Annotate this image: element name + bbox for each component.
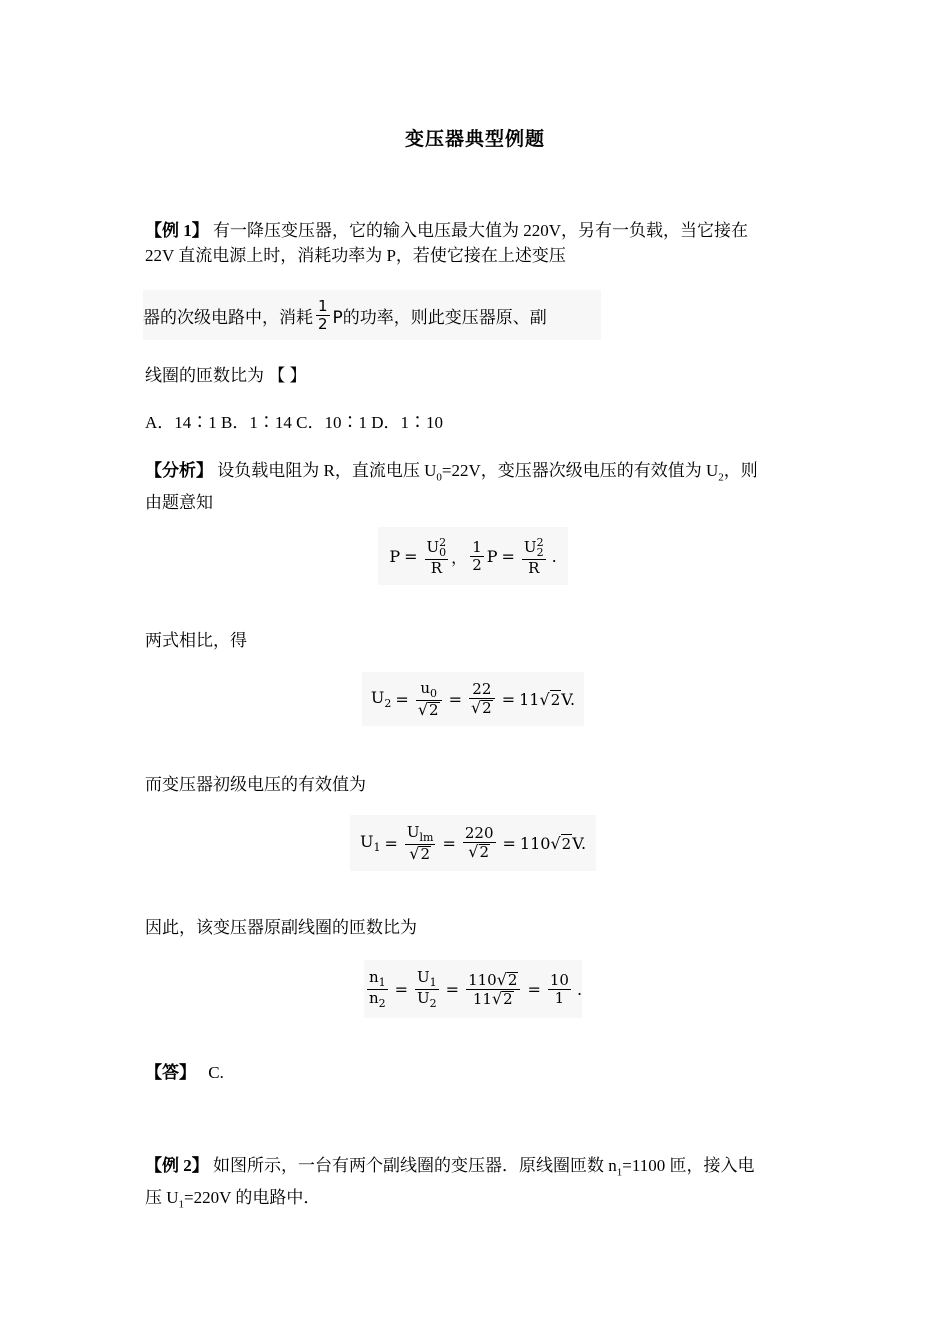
image-line-before: 器的次级电路中，消耗 <box>143 307 313 328</box>
f1-lhs: P <box>389 546 401 566</box>
analysis-text-c: ，则 <box>723 461 758 480</box>
example-2-text-b: =1100 匝，接入电 <box>622 1156 755 1175</box>
therefore-text: 因此，该变压器原副线圈的匝数比为 <box>145 918 417 937</box>
half-numerator: 1 <box>318 296 328 315</box>
example-2-sub-a: 1 <box>616 1166 623 1179</box>
example-2-sub-c: 1 <box>178 1198 185 1211</box>
example-2-intro <box>145 1153 815 1218</box>
f2-fraction-2: 22 √ 2 <box>469 682 495 716</box>
f4-fraction-n: $\frac{n_1}{n_2}$ <box>368 967 386 1010</box>
analysis-sub-a: 0 <box>436 471 442 484</box>
analysis-intro <box>145 458 815 515</box>
f1-fraction-1: $\frac{U^2_0}{R}$ <box>426 535 447 577</box>
analysis-text-a: 设负载电阻为 R，直流电压 U <box>217 461 437 480</box>
answer-text: C. <box>208 1063 224 1082</box>
example-1-text-line2: 22V 直流电源上时，消耗功率为 P，若使它接在上述变压 <box>145 246 566 265</box>
analysis-text-b: =22V，变压器次级电压的有效值为 U <box>441 461 719 480</box>
f3-result: 110 √ 2 V. <box>519 833 587 853</box>
f2-result: 11 √ 2 V. <box>519 689 576 709</box>
example-1-options: A．14∶1 B．1∶14 C．10∶1 D．1∶10 <box>145 413 443 432</box>
formula-u2: $U_2$ = $u_0$ √ 2 = 22 √ 2 = 11 √ 2 V. <box>362 672 584 726</box>
formula-ratio: $\frac{n_1}{n_2}$ = $\frac{U_1}{U_2}$ = 110 √ 2 11 √ 2 = $\frac{10}{1}$ . <box>364 960 582 1018</box>
answer-label: 【答】 <box>145 1063 196 1082</box>
f3-fraction-2: 220 √ 2 <box>464 824 494 861</box>
example-1-question: 线圈的匝数比为 【 】 <box>145 366 307 385</box>
half-fraction <box>316 296 330 333</box>
f1-comma: ， <box>451 547 468 567</box>
example-1-intro <box>145 218 815 268</box>
example-2-line2-b: =220V 的电路中． <box>184 1188 321 1208</box>
half-denominator: 2 <box>318 314 328 333</box>
f1-fraction-2: $\frac{U^2_2}{R}$ <box>523 535 544 577</box>
example-1-label: 【例 1】 <box>145 221 209 240</box>
answer-line <box>145 1060 815 1085</box>
f4-fraction-result: $\frac{10}{1}$ <box>549 970 569 1007</box>
formula-power <box>378 527 568 585</box>
f2-fraction-1: $u_0$ √ 2 <box>416 681 442 718</box>
example-2-label: 【例 2】 <box>145 1156 209 1175</box>
example-2-text-a: 如图所示，一台有两个副线圈的变压器．原线圈匝数 n <box>213 1156 617 1175</box>
f1-p2: P <box>486 546 498 566</box>
f4-fraction-u: $\frac{U_1}{U_2}$ <box>417 967 437 1010</box>
f1-equals-2: = <box>501 546 515 566</box>
analysis-line2: 由题意知 <box>145 493 213 513</box>
f4-fraction-values: 110 √ 2 11 √ 2 <box>466 972 520 1007</box>
page-title: 变压器典型例题 <box>404 129 545 150</box>
image-line-after: P的功率，则此变压器原、副 <box>332 307 547 328</box>
f1-equals-1: = <box>404 546 418 566</box>
primary-text: 而变压器初级电压的有效值为 <box>145 775 366 794</box>
example-1-image-line <box>143 290 601 340</box>
f3-fraction-1: $U_{lm}$ √ 2 <box>406 822 434 863</box>
analysis-label: 【分析】 <box>145 461 213 480</box>
example-2-line2-a: 压 U <box>145 1188 179 1208</box>
f1-half: $\frac{1}{2}$ <box>472 537 482 574</box>
formula-u1: $U_1$ = $U_{lm}$ √ 2 = 220 √ 2 = 110 √ 2 V. <box>350 815 596 871</box>
compare-text: 两式相比，得 <box>145 631 247 650</box>
example-1-text-line1: 有一降压变压器，它的输入电压最大值为 220V，另有一负载，当它接在 <box>213 221 749 240</box>
analysis-sub-b: 2 <box>718 471 724 484</box>
f1-end: . <box>551 546 557 566</box>
